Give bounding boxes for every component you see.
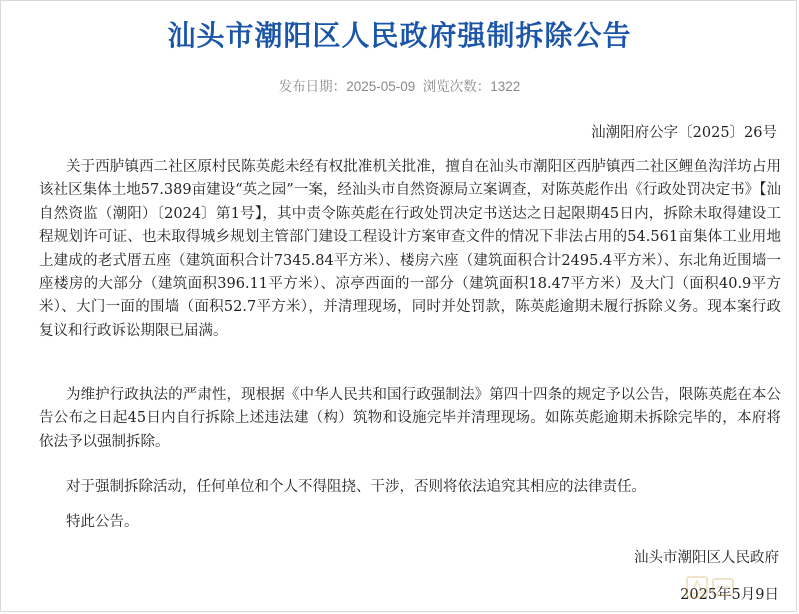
body-paragraph-2: 为维护行政执法的严肃性，现根据《中华人民共和国行政强制法》第四十四条的规定予以公告，限陈英彪在本公告公布之日起45日内自行拆除上述违法建（构）筑物和设施完毕并清理现场。如陈英彪逾期未拆除完毕的，本府将依法予以强制拆除。 xyxy=(39,387,781,450)
page-title: 汕头市潮阳区人民政府强制拆除公告 xyxy=(167,19,632,52)
watermark-logo-icon xyxy=(683,571,739,603)
article-meta xyxy=(1,77,798,97)
publish-date: 2025-05-09 xyxy=(346,79,416,94)
view-count-label: 浏览次数： xyxy=(422,79,491,94)
body-paragraph-3: 对于强制拆除活动，任何单位和个人不得阻挠、干涉，否则将依法追究其相应的法律责任。 xyxy=(66,479,646,495)
publish-date-label: 发布日期： xyxy=(278,79,347,94)
issue-date: 2025年5月9日 xyxy=(680,587,779,603)
issuer-signature: 汕头市潮阳区人民政府 xyxy=(634,550,779,566)
view-count: 1322 xyxy=(490,79,521,94)
body-paragraph-4: 特此公告。 xyxy=(66,514,139,530)
document-number: 汕潮阳府公字〔2025〕26号 xyxy=(591,125,777,141)
body-paragraph-1: 关于西胪镇西二社区原村民陈英彪未经有权批准机关批准，擅自在汕头市潮阳区西胪镇西二社区鲤鱼沟洋坊占用该社区集体土地57.389亩建设“英之园”一案，经汕头市自然资源局立案调查，对陈英彪作出《行政处罚决定书》【汕自然资监（潮阳）〔2024〕第1号】，其中责令陈英彪在行政处罚决定书送达之日起限期45日内，拆除未取得建设工程规划许可证、也未取得城乡规划主管部门建设工程设计方案审查文件的情况下非法占用的54.561亩集体工业用地上建成的老式厝五座（建筑面积合计7345.84平方米）、楼房六座（建筑面积合计2495.4平方米）、东北角近围墙一座楼房的大部分（建筑面积396.11平方米）、凉亭西面的一部分（建筑面积18.47平方米）及大门（面积40.9平方米）、大门一面的围墙（面积52.7平方米），并清理现场，同时并处罚款，陈英彪逾期未履行拆除义务。现本案行政复议和行政诉讼期限已届满。 xyxy=(39,159,781,339)
